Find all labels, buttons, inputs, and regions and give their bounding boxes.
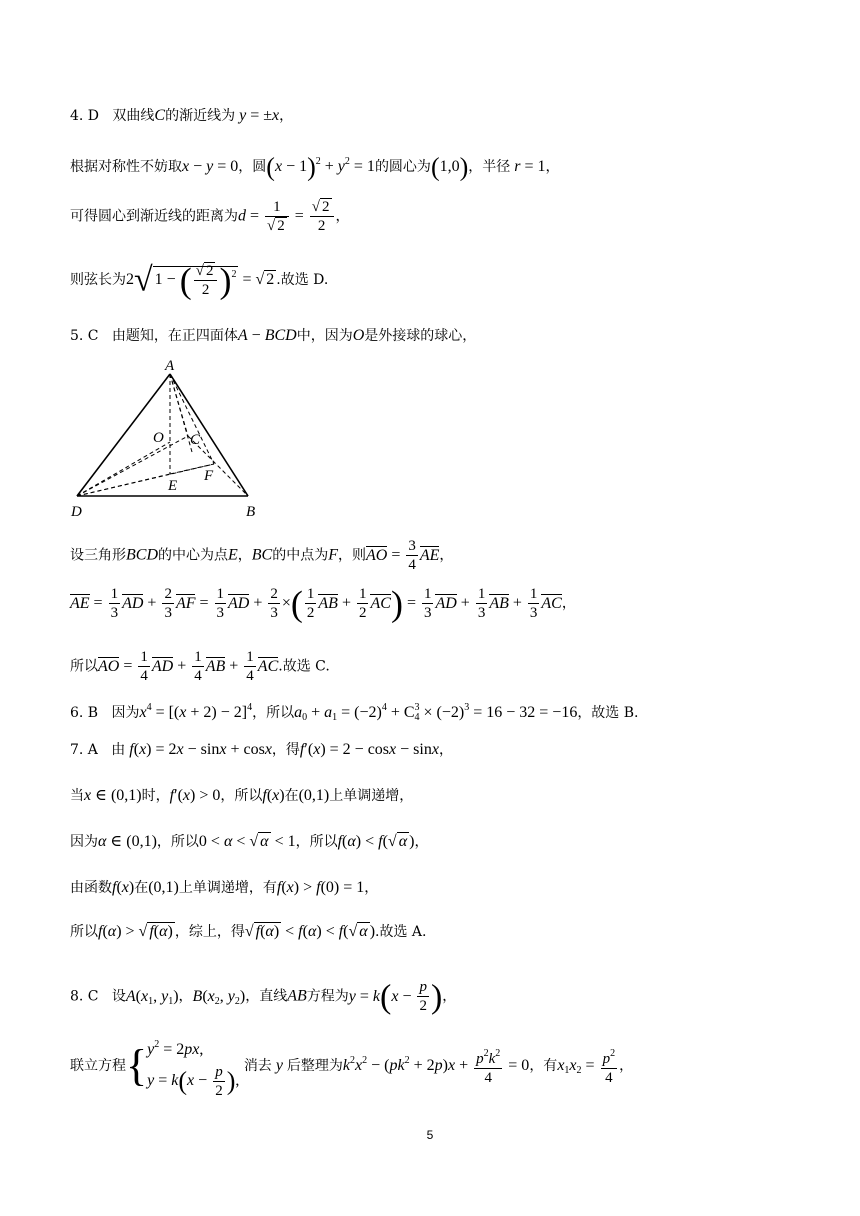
p8-line-2: 联立方程{ $y^2 = 2px$, y = k(x − $\frac{p}{2}$ ), 消去 y 后整理为$k^2x^2 - (pk^2 + 2p)x$ + $\frac{p^2k^2}{4}$ = 0，有$x_1x_2$ = $\frac{p^2}{4}$ ， <box>70 1039 634 1099</box>
p4-line-2: 根据对称性不妨取x − y = 0，圆$(x - 1)^2 + y^2 = 1$的圆心为(1,0)，半径 r = 1， <box>70 152 560 182</box>
p7-line-4: 由函数f(x)在(0,1)上单调递增，有f(x) > f(0) = 1， <box>70 879 379 896</box>
p4-line-4: 则弦长为2√ 1 − ( $\frac{√ 2}{2}$ )$^2$ = √ 2 .故选 D. <box>70 260 329 301</box>
p5-line-4: 所以AO = $\frac{1}{4}$ AD + $\frac{1}{4}$ AB + $\frac{1}{4}$ AC.故选 C. <box>70 649 330 684</box>
p4-line-1: 4. D 双曲线C的渐近线为 y = ±x， <box>70 107 294 124</box>
label-A: A <box>165 358 175 374</box>
label-O: O <box>153 430 164 446</box>
label-B: B <box>246 504 256 520</box>
p7-line-3: 因为α ∈ (0,1)，所以0 < α < √ α < 1，所以f(α) < f(√ α )， <box>70 833 429 850</box>
label-E: E <box>168 478 178 494</box>
label-F: F <box>204 468 214 484</box>
p8-line-1: 8. C 设$A(x_1$, $y_1$)，$B(x_2$, $y_2$)，直线AB方程为y = k(x − $\frac{p}{2}$ )， <box>70 977 457 1015</box>
tetrahedron-figure <box>62 356 272 522</box>
label-C: C <box>190 432 201 448</box>
p5-line-3: AE = $\frac{1}{3}$ AD + $\frac{2}{3}$ AF = $\frac{1}{3}$ AD + $\frac{2}{3}$ ×( $\frac{1}{2}$ AB + $\frac{1}{2}$ AC) = $\frac{1}{3}$ AD + $\frac{1}{3}$ AB + $\frac{1}{3}$ AC， <box>70 583 576 624</box>
label-D: D <box>71 504 82 520</box>
p7-line-1: 7. A 由 f(x) = 2x − sinx + cosx，得f′(x) = 2 − cosx − sinx， <box>70 741 453 758</box>
p6-line-1: 6. B 因为$x^4 = [(x + 2) - 2]^4$，所以$a_0 + a_1 = (-2)^4 + C_4^3 \times (-2)^3 = 16 - 32 = -16$，故选 B. <box>70 702 639 723</box>
p7-line-2: 当x ∈ (0,1)时，f′(x) > 0，所以f(x)在(0,1)上单调递增， <box>70 787 414 804</box>
p7-line-5: 所以f(α) > √ f(α) ，综上，得√ f(α) < f(α) < f(√ α ).故选 A. <box>70 923 427 940</box>
p5-line-2: 设三角形BCD的中心为点E，BC的中点为F，则AO = $\frac{3}{4}$ AE， <box>70 538 454 573</box>
p4-line-3: 可得圆心到渐近线的距离为d = $\frac{1}{√ 2}$ = $\frac{√ 2}{2}$ ， <box>70 199 350 234</box>
p5-line-1: 5. C 由题知，在正四面体A − BCD中，因为O是外接球的球心， <box>70 327 477 344</box>
page-number: 5 <box>426 1128 434 1142</box>
